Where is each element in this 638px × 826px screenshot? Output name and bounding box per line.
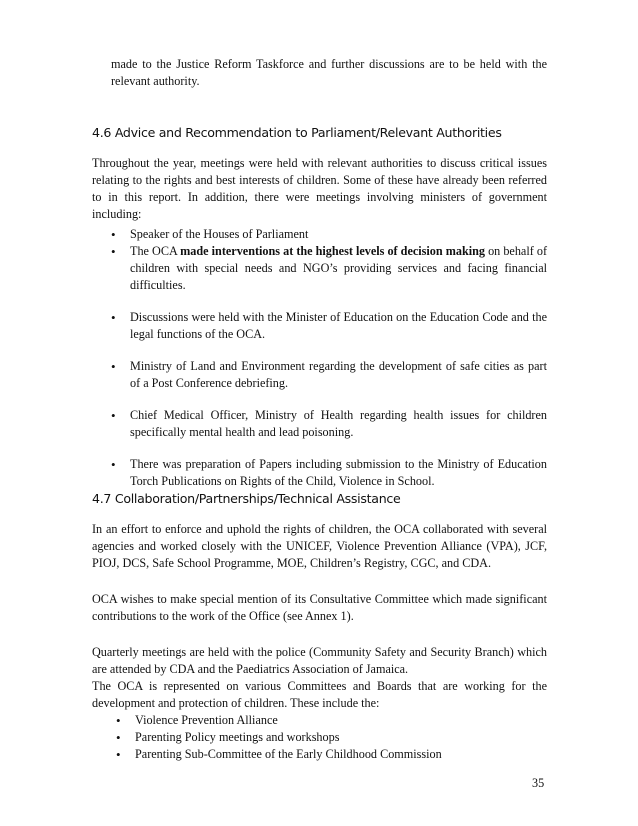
- list-item: • The OCA made interventions at the highest levels of decision making on behalf of children with special needs and NGO’s providing services and facing financial difficulties.: [111, 243, 547, 294]
- list-item: • Speaker of the Houses of Parliament: [111, 226, 547, 243]
- list-item: • There was preparation of Papers including submission to the Ministry of Education Torch Publications on Rights of the Child, Violence in School.: [111, 456, 547, 490]
- page-number: 35: [532, 776, 545, 790]
- section-4-7-paragraph-2: OCA wishes to make special mention of its Consultative Committee which made significant contributions to the work of the Office (see Annex 1).: [92, 592, 547, 623]
- list-item: • Chief Medical Officer, Ministry of Health regarding health issues for children specifically mental health and lead poisoning.: [111, 407, 547, 441]
- continued-paragraph: made to the Justice Reform Taskforce and further discussions are to be held with the relevant authority.: [111, 57, 547, 88]
- list-item: • Discussions were held with the Minister of Education on the Education Code and the legal functions of the OCA.: [111, 309, 547, 343]
- list-item: • Parenting Sub-Committee of the Early Childhood Commission: [116, 746, 552, 763]
- section-4-7-paragraph-3: Quarterly meetings are held with the police (Community Safety and Security Branch) which are attended by CDA and the Paediatrics Association of Jamaica.: [92, 645, 547, 676]
- list-item: • Violence Prevention Alliance: [116, 712, 552, 729]
- committee-list: [116, 712, 552, 763]
- emphasis-text: made interventions at the highest levels of decision making: [180, 244, 486, 258]
- section-4-7-heading: 4.7 Collaboration/Partnerships/Technical Assistance: [92, 491, 401, 506]
- section-4-6-bullet-list: [111, 226, 547, 505]
- list-item: • Parenting Policy meetings and workshops: [116, 729, 552, 746]
- list-item: • Ministry of Land and Environment regarding the development of safe cities as part of a Post Conference debriefing.: [111, 358, 547, 392]
- section-4-6-intro: Throughout the year, meetings were held with relevant authorities to discuss critical issues relating to the rights and best interests of children. Some of these have already been referred to in this report. In addition, there were meetings involving ministers of government including:: [92, 156, 547, 221]
- section-4-7-paragraph-4: The OCA is represented on various Committees and Boards that are working for the development and protection of children. These include the:: [92, 679, 547, 710]
- section-4-7-paragraph-1: In an effort to enforce and uphold the rights of children, the OCA collaborated with several agencies and worked closely with the UNICEF, Violence Prevention Alliance (VPA), JCF, PIOJ, DCS, Safe School Programme, MOE, Children’s Registry, CGC, and CDA.: [92, 522, 547, 570]
- section-4-6-heading: 4.6 Advice and Recommendation to Parliament/Relevant Authorities: [92, 125, 502, 140]
